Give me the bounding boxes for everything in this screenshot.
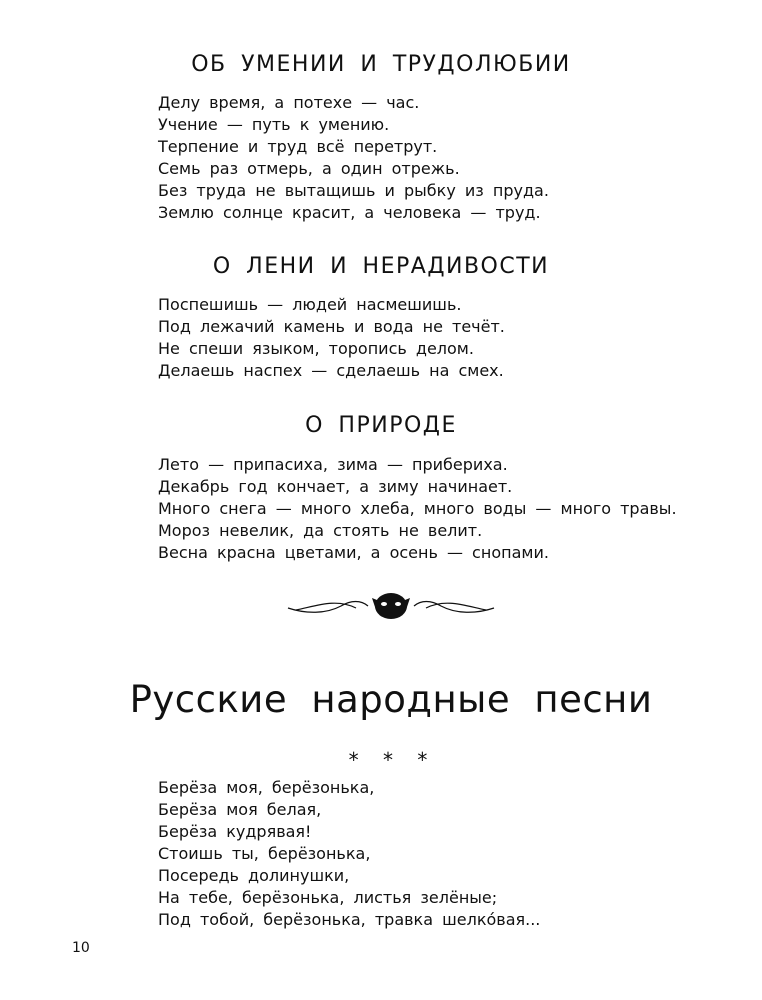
section-title-nature: О ПРИРОДЕ	[305, 413, 457, 438]
proverbs-list-laziness	[158, 294, 505, 382]
stanza-separator: * * *	[348, 748, 434, 772]
list-item: Без труда не вытащишь и рыбку из пруда.	[158, 181, 549, 200]
chapter-title: Русские народные песни	[129, 678, 653, 721]
proverbs-list-nature	[158, 454, 677, 564]
list-item: Весна красна цветами, а осень — снопами.	[158, 543, 549, 562]
list-item: Стоишь ты, берёзонька,	[158, 844, 371, 863]
list-item: Лето — припасиха, зима — прибериха.	[158, 455, 508, 474]
page-number: 10	[72, 940, 90, 956]
song-lines	[158, 777, 540, 931]
list-item: Посередь долинушки,	[158, 866, 350, 885]
proverbs-list-skill	[158, 92, 549, 224]
list-item: Делу время, а потехе — час.	[158, 93, 420, 112]
list-item: Берёза моя белая,	[158, 800, 322, 819]
bat-flourish-icon	[286, 588, 496, 624]
list-item: Берёза моя, берёзонька,	[158, 778, 375, 797]
list-item: Не спеши языком, торопись делом.	[158, 339, 474, 358]
list-item: Под тобой, берёзонька, травка шелко́вая...	[158, 910, 541, 929]
list-item: Землю солнце красит, а человека — труд.	[158, 203, 541, 222]
section-title-skill: ОБ УМЕНИИ И ТРУДОЛЮБИИ	[191, 52, 571, 77]
list-item: Поспешишь — людей насмешишь.	[158, 295, 462, 314]
list-item: Под лежачий камень и вода не течёт.	[158, 317, 505, 336]
list-item: На тебе, берёзонька, листья зелёные;	[158, 888, 498, 907]
list-item: Декабрь год кончает, а зиму начинает.	[158, 477, 513, 496]
list-item: Много снега — много хлеба, много воды — много травы.	[158, 499, 677, 518]
section-title-laziness: О ЛЕНИ И НЕРАДИВОСТИ	[212, 254, 550, 279]
list-item: Делаешь наспех — сделаешь на смех.	[158, 361, 504, 380]
list-item: Берёза кудрявая!	[158, 822, 312, 841]
list-item: Учение — путь к умению.	[158, 115, 390, 134]
list-item: Терпение и труд всё перетрут.	[158, 137, 438, 156]
list-item: Мороз невелик, да стоять не велит.	[158, 521, 483, 540]
list-item: Семь раз отмерь, а один отрежь.	[158, 159, 460, 178]
